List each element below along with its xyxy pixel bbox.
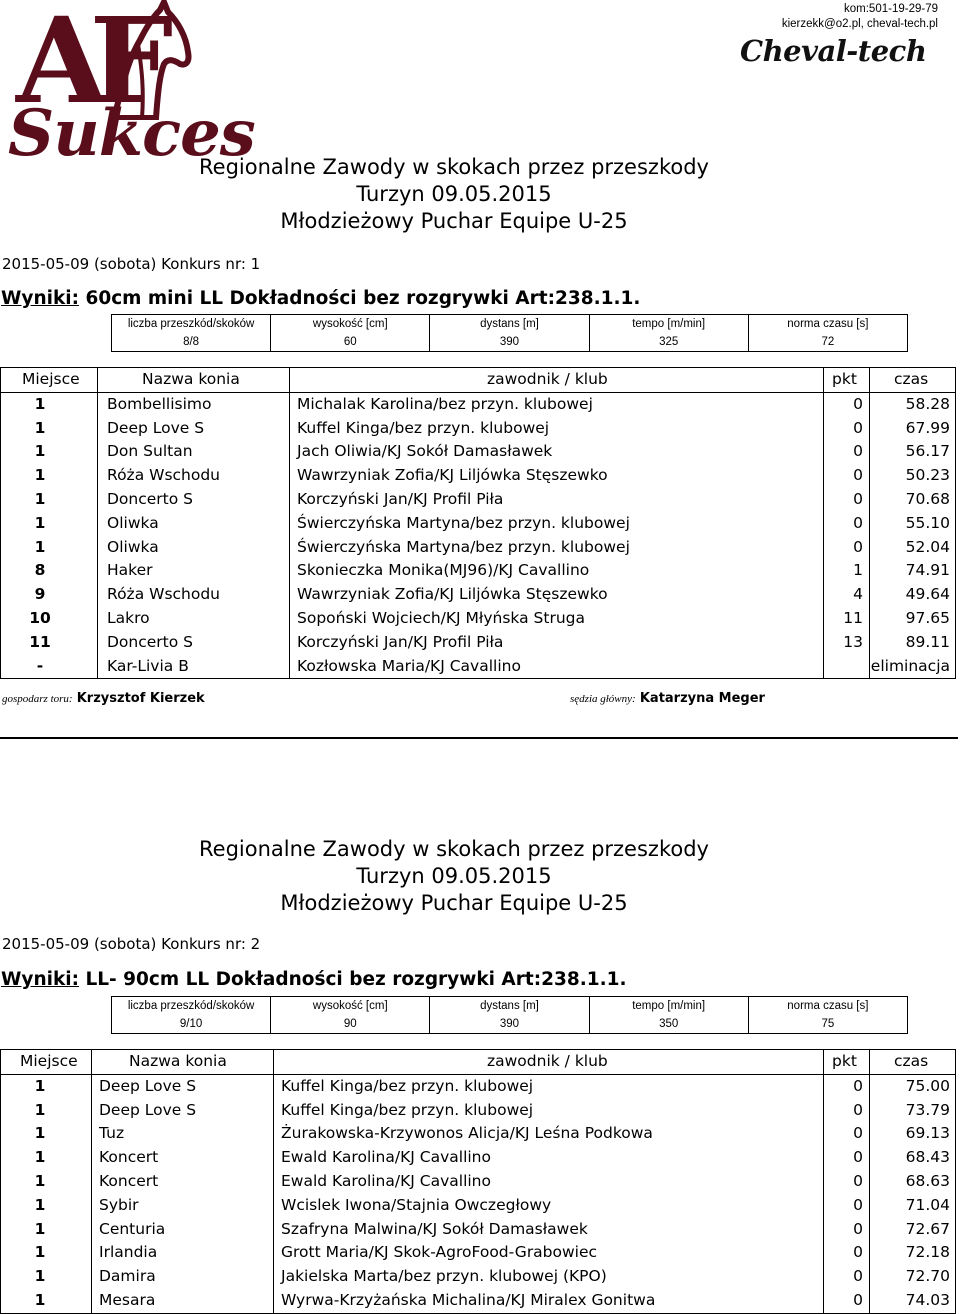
- wyniki-heading: [1, 288, 640, 309]
- results-table-1: [0, 367, 956, 679]
- cell-zawodnik: Jach Oliwia/KJ Sokół Damasławek: [297, 442, 553, 461]
- table-row: 10 Lakro Sopoński Wojciech/KJ Młyńska Struga 11 97.65: [29, 608, 950, 627]
- cell-zawodnik: Jakielska Marta/bez przyn. klubowej (KPO): [281, 1267, 607, 1286]
- cell-kon: Mesara: [99, 1290, 156, 1309]
- cell-kon: Tuz: [99, 1124, 125, 1143]
- cell-pkt: 0: [853, 1148, 863, 1167]
- param-value: 350: [589, 1015, 748, 1034]
- table-row: 1 Sybir Wcislek Iwona/Stajnia Owczegłowy 0 71.04: [34, 1195, 950, 1214]
- cell-czas: 74.03: [905, 1290, 950, 1309]
- cell-pkt: 0: [853, 442, 863, 461]
- cell-kon: Deep Love S: [107, 418, 205, 437]
- table-header-row: [0, 1049, 956, 1075]
- cell-kon: Koncert: [99, 1171, 159, 1190]
- cell-pkt: 0: [853, 1171, 863, 1190]
- cell-czas: 72.18: [905, 1243, 950, 1262]
- param-value: 325: [589, 333, 748, 352]
- table-row: 1 Centuria Szafryna Malwina/KJ Sokół Damasławek 0 72.67: [34, 1219, 950, 1238]
- cell-pkt: 0: [853, 418, 863, 437]
- cell-zawodnik: Wyrwa-Krzyżańska Michalina/KJ Miralex Gonitwa: [281, 1290, 656, 1309]
- table-row: 1 Oliwka Świerczyńska Martyna/bez przyn. klubowej 0 55.10: [34, 513, 950, 532]
- col-kon: Nazwa konia: [142, 370, 240, 388]
- wyniki-label: Wyniki:: [1, 969, 80, 990]
- cell-pkt: 11: [843, 608, 863, 627]
- cell-czas: 71.04: [905, 1195, 950, 1214]
- cell-czas: 72.67: [905, 1219, 950, 1238]
- param-header: norma czasu [s]: [748, 997, 907, 1016]
- cell-czas: 89.11: [905, 632, 950, 651]
- param-header: wysokość [cm]: [271, 315, 430, 334]
- table-row: 1 Irlandia Grott Maria/KJ Skok-AgroFood-Grabowiec 0 72.18: [34, 1243, 950, 1262]
- cell-pkt: 0: [853, 537, 863, 556]
- cell-czas: 68.63: [905, 1171, 950, 1190]
- cell-czas: eliminacja: [870, 656, 950, 675]
- cell-zawodnik: Grott Maria/KJ Skok-AgroFood-Grabowiec: [281, 1243, 598, 1262]
- cell-pkt: 4: [853, 585, 863, 604]
- gospodarz-name: Krzysztof Kierzek: [76, 691, 205, 706]
- title-line2: Turzyn 09.05.2015: [356, 864, 552, 888]
- cell-kon: Róża Wschodu: [107, 585, 221, 604]
- competition1-title: [180, 154, 728, 235]
- cell-pkt: 0: [853, 1100, 863, 1119]
- cell-kon: Róża Wschodu: [107, 466, 221, 485]
- cell-kon: Koncert: [99, 1148, 159, 1167]
- cell-czas: 70.68: [905, 489, 950, 508]
- section-divider: [0, 737, 958, 739]
- table-row: 1 Deep Love S Kuffel Kinga/bez przyn. klubowej 0 67.99: [34, 418, 950, 437]
- cell-zawodnik: Ewald Karolina/KJ Cavallino: [281, 1148, 491, 1167]
- param-header: liczba przeszkód/skoków: [112, 997, 271, 1016]
- wyniki-label: Wyniki:: [1, 288, 80, 309]
- wyniki-heading: [1, 969, 627, 990]
- cell-kon: Kar-Livia B: [107, 656, 189, 675]
- cell-zawodnik: Kuffel Kinga/bez przyn. klubowej: [281, 1100, 534, 1119]
- wyniki-text: 60cm mini LL Dokładności bez rozgrywki Art:238.1.1.: [79, 288, 641, 309]
- cell-kon: Oliwka: [107, 537, 159, 556]
- cell-kon: Deep Love S: [99, 1100, 197, 1119]
- title-line1: Regionalne Zawody w skokach przez przeszkody: [199, 155, 709, 179]
- cell-czas: 67.99: [905, 418, 950, 437]
- contact-phone: kom:501-19-29-79: [844, 3, 938, 15]
- cell-zawodnik: Wawrzyniak Zofia/KJ Liljówka Stęszewko: [297, 585, 608, 604]
- logo-word: Sukces: [8, 96, 255, 171]
- cell-pkt: 1: [853, 561, 863, 580]
- cell-kon: Irlandia: [99, 1243, 158, 1262]
- cell-pkt: 0: [853, 1195, 863, 1214]
- cell-czas: 74.91: [905, 561, 950, 580]
- cell-kon: Lakro: [107, 608, 150, 627]
- cell-czas: 50.23: [905, 466, 950, 485]
- gospodarz-label: gospodarz toru:: [2, 693, 73, 705]
- cell-zawodnik: Kozłowska Maria/KJ Cavallino: [297, 656, 521, 675]
- cell-czas: 97.65: [905, 608, 950, 627]
- table-row: 1 Deep Love S Kuffel Kinga/bez przyn. klubowej 0 73.79: [34, 1100, 950, 1119]
- sukces-logo: [2, 0, 255, 175]
- cell-czas: 56.17: [905, 442, 950, 461]
- cell-kon: Oliwka: [107, 513, 159, 532]
- table-row: 1 Damira Jakielska Marta/bez przyn. klubowej (KPO) 0 72.70: [34, 1267, 950, 1286]
- cell-kon: Don Sultan: [107, 442, 193, 461]
- params-table: [111, 996, 908, 1034]
- cell-pkt: 0: [853, 1290, 863, 1309]
- cell-zawodnik: Ewald Karolina/KJ Cavallino: [281, 1171, 491, 1190]
- cell-pkt: 0: [853, 489, 863, 508]
- sedzia-name: Katarzyna Meger: [639, 691, 765, 706]
- cell-kon: Deep Love S: [99, 1076, 197, 1095]
- cell-zawodnik: Kuffel Kinga/bez przyn. klubowej: [297, 418, 550, 437]
- cell-kon: Doncerto S: [107, 489, 193, 508]
- table-row: 1 Oliwka Świerczyńska Martyna/bez przyn. klubowej 0 52.04: [34, 537, 950, 556]
- param-header: liczba przeszkód/skoków: [112, 315, 271, 334]
- cell-czas: 49.64: [905, 585, 950, 604]
- cell-zawodnik: Korczyński Jan/KJ Profil Piła: [297, 632, 504, 651]
- cell-czas: 73.79: [905, 1100, 950, 1119]
- results-table-2: [0, 1049, 956, 1314]
- cell-pkt: 13: [843, 632, 863, 651]
- table-row: 8 Haker Skonieczka Monika(MJ96)/KJ Cavallino 1 74.91: [34, 561, 950, 580]
- cell-kon: Bombellisimo: [107, 394, 212, 413]
- cell-czas: 68.43: [905, 1148, 950, 1167]
- table-row: 1 Tuz Żurakowska-Krzywonos Alicja/KJ Leśna Podkowa 0 69.13: [34, 1124, 950, 1143]
- konkurs-label: 2015-05-09 (sobota) Konkurs nr: 1: [2, 255, 261, 273]
- cell-czas: 55.10: [905, 513, 950, 532]
- param-header: norma czasu [s]: [748, 315, 907, 334]
- cell-pkt: 0: [853, 1243, 863, 1262]
- col-zawodnik: zawodnik / klub: [487, 1052, 608, 1070]
- col-zawodnik: zawodnik / klub: [487, 370, 608, 388]
- cell-kon: Doncerto S: [107, 632, 193, 651]
- table-row: 9 Róża Wschodu Wawrzyniak Zofia/KJ Liljówka Stęszewko 4 49.64: [34, 585, 950, 604]
- cell-zawodnik: Wcislek Iwona/Stajnia Owczegłowy: [281, 1195, 552, 1214]
- cell-czas: 58.28: [905, 394, 950, 413]
- col-pkt: pkt: [832, 1052, 857, 1070]
- cell-czas: 52.04: [905, 537, 950, 556]
- params-table: [111, 314, 908, 352]
- sedzia-label: sędzia główny:: [570, 693, 636, 705]
- cell-kon: Centuria: [99, 1219, 166, 1238]
- cell-kon: Damira: [99, 1267, 156, 1286]
- param-value: 60: [271, 333, 430, 352]
- cell-pkt: 0: [853, 394, 863, 413]
- title-line3: Młodzieżowy Puchar Equipe U-25: [280, 891, 628, 915]
- table-row: - Kar-Livia B Kozłowska Maria/KJ Cavallino eliminacja: [0, 655, 956, 680]
- cell-pkt: 0: [853, 1219, 863, 1238]
- cell-kon: Sybir: [99, 1195, 139, 1214]
- param-value: 72: [748, 333, 907, 352]
- param-header: tempo [m/min]: [589, 315, 748, 334]
- wyniki-text: LL- 90cm LL Dokładności bez rozgrywki Art:238.1.1.: [79, 969, 627, 990]
- cell-pkt: 0: [853, 1267, 863, 1286]
- cell-czas: 72.70: [905, 1267, 950, 1286]
- param-value: 75: [748, 1015, 907, 1034]
- cell-czas: 75.00: [905, 1076, 950, 1095]
- param-header: wysokość [cm]: [271, 997, 430, 1016]
- param-header: dystans [m]: [430, 997, 589, 1016]
- cell-zawodnik: Korczyński Jan/KJ Profil Piła: [297, 489, 504, 508]
- table-row: 1 Deep Love S Kuffel Kinga/bez przyn. klubowej 0 75.00: [34, 1076, 950, 1095]
- param-header: dystans [m]: [430, 315, 589, 334]
- col-czas: czas: [894, 1052, 929, 1070]
- param-value: 8/8: [112, 333, 271, 352]
- logo-letters: AF: [16, 0, 156, 130]
- cell-zawodnik: Świerczyńska Martyna/bez przyn. klubowej: [297, 537, 630, 556]
- param-header: tempo [m/min]: [589, 997, 748, 1016]
- cell-zawodnik: Świerczyńska Martyna/bez przyn. klubowej: [297, 513, 630, 532]
- title-line2: Turzyn 09.05.2015: [356, 182, 552, 206]
- table-row: 11 Doncerto S Korczyński Jan/KJ Profil Piła 13 89.11: [29, 632, 950, 651]
- konkurs-label: 2015-05-09 (sobota) Konkurs nr: 2: [2, 935, 261, 953]
- cheval-tech-logo: Cheval-tech: [740, 34, 927, 68]
- cell-pkt: 0: [853, 1076, 863, 1095]
- col-miejsce: Miejsce: [22, 370, 80, 388]
- title-line3: Młodzieżowy Puchar Equipe U-25: [280, 209, 628, 233]
- table-row: 1 Mesara Wyrwa-Krzyżańska Michalina/KJ Miralex Gonitwa 0 74.03: [0, 1289, 956, 1314]
- col-pkt: pkt: [832, 370, 857, 388]
- cell-pkt: 0: [853, 1124, 863, 1143]
- contact-email: kierzekk@o2.pl, cheval-tech.pl: [781, 18, 938, 30]
- sedzia-glowny: [570, 691, 765, 706]
- param-value: 390: [430, 1015, 589, 1034]
- contact-info: [782, 2, 938, 32]
- table-row: 1 Koncert Ewald Karolina/KJ Cavallino 0 68.43: [34, 1148, 950, 1167]
- col-miejsce: Miejsce: [20, 1052, 78, 1070]
- cell-zawodnik: Żurakowska-Krzywonos Alicja/KJ Leśna Podkowa: [281, 1124, 653, 1143]
- cell-zawodnik: Sopoński Wojciech/KJ Młyńska Struga: [297, 608, 585, 627]
- cell-kon: Haker: [107, 561, 153, 580]
- param-value: 90: [271, 1015, 430, 1034]
- table-header-row: [0, 367, 956, 393]
- col-czas: czas: [894, 370, 929, 388]
- title-line1: Regionalne Zawody w skokach przez przeszkody: [199, 837, 709, 861]
- col-kon: Nazwa konia: [129, 1052, 227, 1070]
- competition2-title: [180, 836, 728, 917]
- table-row: 1 Doncerto S Korczyński Jan/KJ Profil Piła 0 70.68: [34, 489, 950, 508]
- table-row: 1 Don Sultan Jach Oliwia/KJ Sokół Damasławek 0 56.17: [34, 442, 950, 461]
- cell-zawodnik: Kuffel Kinga/bez przyn. klubowej: [281, 1076, 534, 1095]
- cell-pkt: 0: [853, 466, 863, 485]
- cell-zawodnik: Szafryna Malwina/KJ Sokół Damasławek: [281, 1219, 588, 1238]
- param-value: 390: [430, 333, 589, 352]
- cell-czas: 69.13: [905, 1124, 950, 1143]
- cell-zawodnik: Wawrzyniak Zofia/KJ Liljówka Stęszewko: [297, 466, 608, 485]
- gospodarz-toru: [2, 691, 205, 706]
- table-row: 1 Róża Wschodu Wawrzyniak Zofia/KJ Liljówka Stęszewko 0 50.23: [34, 466, 950, 485]
- table-row: 1 Bombellisimo Michalak Karolina/bez przyn. klubowej 0 58.28: [34, 394, 950, 413]
- cell-pkt: 0: [853, 513, 863, 532]
- table-row: 1 Koncert Ewald Karolina/KJ Cavallino 0 68.63: [34, 1171, 950, 1190]
- param-value: 9/10: [112, 1015, 271, 1034]
- cell-zawodnik: Michalak Karolina/bez przyn. klubowej: [297, 394, 593, 413]
- cell-zawodnik: Skonieczka Monika(MJ96)/KJ Cavallino: [297, 561, 590, 580]
